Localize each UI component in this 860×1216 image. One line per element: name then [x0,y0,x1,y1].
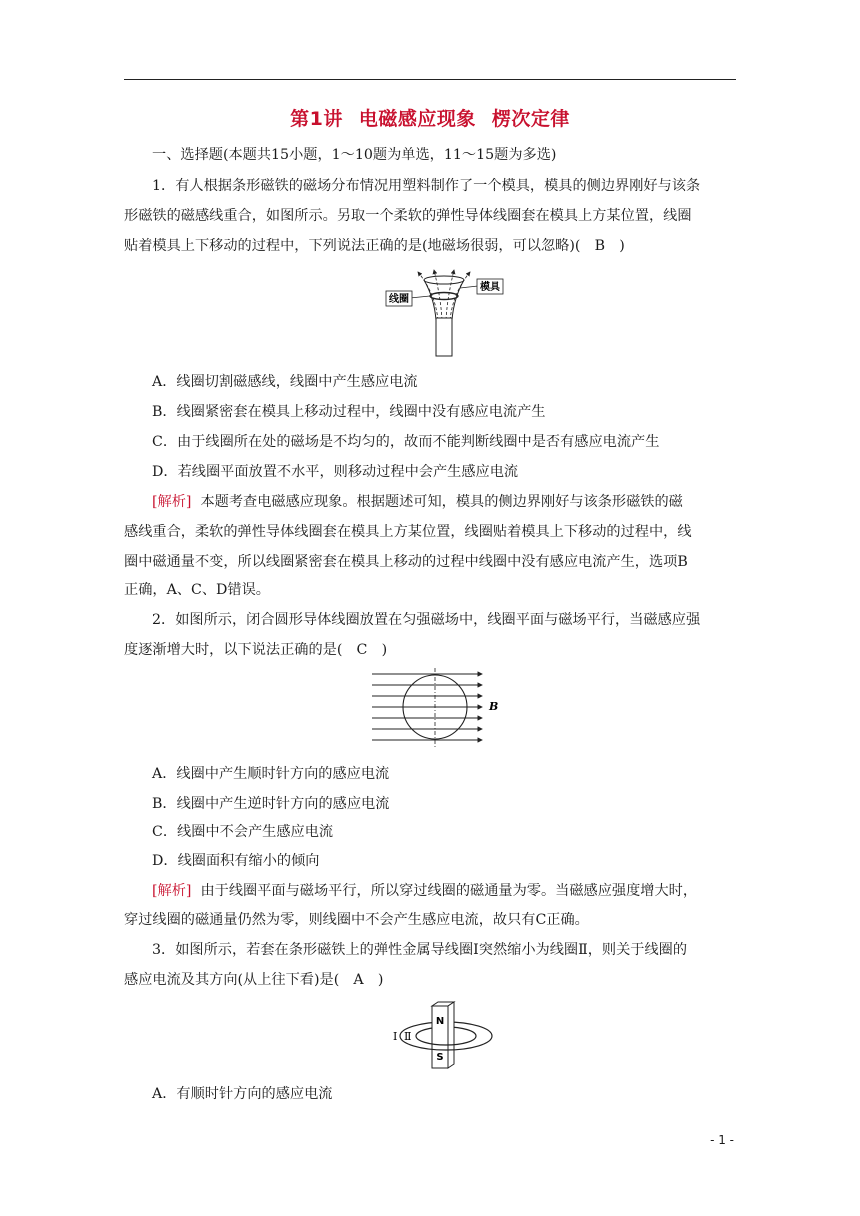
q2-analysis-line-1: [解析] 由于线圈平面与磁场平行，所以穿过线圈的磁通量为零。当磁感应强度增大时， [152,883,698,899]
q1-line-1: 1．有人根据条形磁铁的磁场分布情况用塑料制作了一个模具，模具的侧边界刚好与该条 [152,178,701,194]
q2-option-a: A．线圈中产生顺时针方向的感应电流 [152,766,390,782]
q1-line-3: 贴着模具上下移动的过程中，下列说法正确的是(地磁场很弱，可以忽略)( B ) [124,238,625,254]
q2-line-1: 2．如图所示，闭合圆形导体线圈放置在匀强磁场中，线圈平面与磁场平行，当磁感应强 [152,612,701,628]
q1-analysis-line-1: [解析] 本题考查电磁感应现象。根据题述可知，模具的侧边界刚好与该条形磁铁的磁 [152,494,683,510]
section-heading: 一、选择题(本题共15小题，1～10题为单选，11～15题为多选) [152,147,557,163]
page-number: - 1 - [710,1133,734,1147]
q2-option-d: D．线圈面积有缩小的倾向 [152,853,320,869]
q1-line-2: 形磁铁的磁感线重合，如图所示。另取一个柔软的弹性导体线圈套在模具上方某位置，线圈 [124,208,692,224]
header-rule [124,79,736,80]
q1-analysis-tag: [解析] [152,494,192,510]
q1-analysis-line-4: 正确，A、C、D错误。 [124,582,270,598]
q2-analysis-tag: [解析] [152,883,192,899]
q1-option-a: A．线圈切割磁感线，线圈中产生感应电流 [152,374,418,390]
q1-analysis-line-3: 圈中磁通量不变，所以线圈紧密套在模具上移动的过程中线圈中没有感应电流产生，选项B [124,554,688,570]
ring-1-label: Ⅰ [393,1030,398,1043]
coil-label: 线圈 [389,294,409,305]
q1-analysis-line-2: 感线重合，柔软的弹性导体线圈套在模具上方某位置，线圈贴着模具上下移动的过程中，线 [124,524,692,540]
q3-magnet-figure [392,1000,504,1072]
q1-mold-figure [380,262,510,358]
ring-2-label: Ⅱ [404,1030,412,1043]
q3-option-a: A．有顺时针方向的感应电流 [152,1086,333,1102]
mold-label: 模具 [480,282,500,293]
page-title [0,104,860,131]
title-topic-1: 电磁感应现象 [358,108,476,130]
q3-line-1: 3．如图所示，若套在条形磁铁上的弹性金属导线圈Ⅰ突然缩小为线圈Ⅱ，则关于线圈的 [152,942,688,958]
q2-analysis-line-2: 穿过线圈的磁通量仍然为零，则线圈中不会产生感应电流，故只有C正确。 [124,912,589,928]
q2-field-figure [366,666,506,750]
q2-line-2: 度逐渐增大时，以下说法正确的是( C ) [124,642,388,658]
title-topic-2: 楞次定律 [491,108,570,130]
b-field-label: B [489,700,499,713]
q1-option-d: D．若线圈平面放置不水平，则移动过程中会产生感应电流 [152,464,519,480]
q3-line-2: 感应电流及其方向(从上往下看)是( A ) [124,972,384,988]
q1-option-c: C．由于线圈所在处的磁场是不均匀的，故而不能判断线圈中是否有感应电流产生 [152,434,660,450]
q2-option-b: B．线圈中产生逆时针方向的感应电流 [152,796,390,812]
lecture-number: 第1讲 [290,108,343,130]
south-pole-label: S [436,1052,444,1063]
q1-option-b: B．线圈紧密套在模具上移动过程中，线圈中没有感应电流产生 [152,404,546,420]
q2-option-c: C．线圈中不会产生感应电流 [152,824,334,840]
north-pole-label: N [435,1016,445,1027]
